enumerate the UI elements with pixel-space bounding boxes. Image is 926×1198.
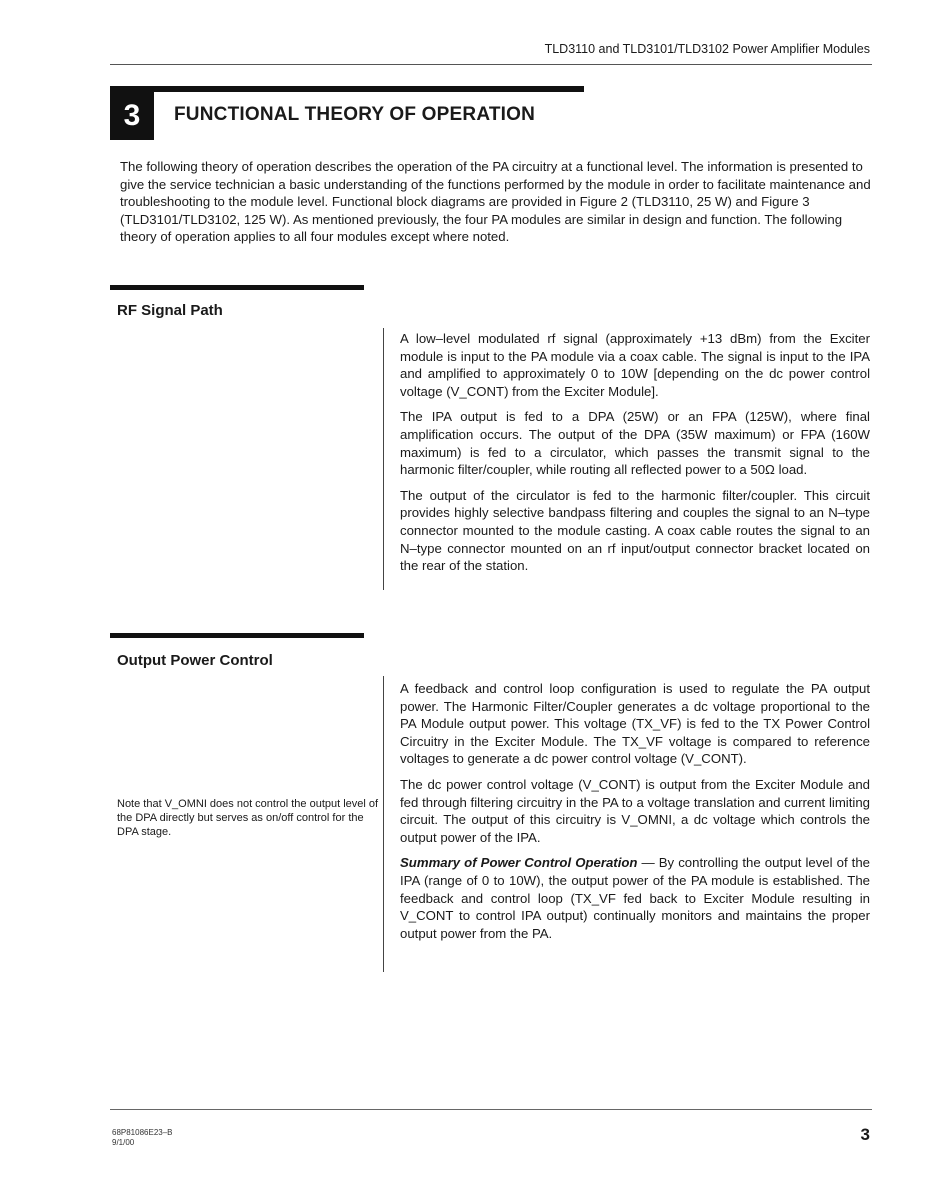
column-rule-rf	[383, 328, 384, 590]
section-bar-power	[110, 633, 364, 638]
intro-paragraph: The following theory of operation describes the operation of the PA circuitry at a functional level. The information is presented to give the service technician a basic understanding of the functions performed by the module in order to facilitate maintenance and troubleshooting to the module level. Functional block diagrams are provided in Figure 2 (TLD3110, 25 W) and Figure 3 (TLD3101/TLD3102, 125 W). As mentioned previously, the four PA modules are similar in design and function. The following theory of operation applies to all four modules except where noted.	[120, 159, 871, 245]
rf-paragraph-1: A low–level modulated rf signal (approximately +13 dBm) from the Exciter module is input to the PA module via a coax cable. The signal is input to the IPA and amplified to approximately 0 to 10W [depending on the dc power control voltage (V_CONT) from the Exciter Module].	[400, 331, 870, 399]
section-title-rf: RF Signal Path	[117, 302, 223, 319]
chapter-title: FUNCTIONAL THEORY OF OPERATION	[174, 104, 536, 125]
section-title-power: Output Power Control	[117, 652, 273, 669]
doc-number: 68P81086E23–B	[112, 1128, 173, 1137]
header-rule	[110, 64, 872, 65]
doc-date: 9/1/00	[112, 1138, 135, 1147]
summary-paragraph	[400, 854, 870, 942]
rf-section-body	[400, 330, 870, 583]
power-paragraph-1: A feedback and control loop configuration is used to regulate the PA output power. The Harmonic Filter/Coupler generates a dc voltage proportional to the PA Module output power. This voltage (TX_VF) is fed to the TX Power Control Circuitry in the Exciter Module. The TX_VF voltage is compared to reference voltages to generate a dc power control voltage (V_CONT).	[400, 681, 870, 767]
rf-paragraph-2: The IPA output is fed to a DPA (25W) or an FPA (125W), where final amplification occurs. The output of the DPA (35W maximum) or FPA (160W maximum) is fed to a circulator, which passes the transmit signal to the harmonic filter/coupler, while routing all reflected power to a 50Ω load.	[400, 409, 870, 478]
footer-rule	[110, 1109, 872, 1110]
section-bar-rf	[110, 285, 364, 290]
summary-text: — By controlling the output level of the IPA (range of 0 to 10W), the output power of the PA module is established. The feedback and control loop (TX_VF fed back to Exciter Module resulting in V_CONT to control IPA output) continually monitors and maintains the proper output power from the PA.	[400, 855, 870, 941]
power-paragraph-2: The dc power control voltage (V_CONT) is output from the Exciter Module and fed through filtering circuitry in the PA to a voltage translation and current limiting circuit. The output of this circuitry is V_OMNI, a dc voltage which controls the output power of the IPA.	[400, 776, 870, 845]
footer-doc-info	[112, 1128, 173, 1148]
chapter-number-box: 3	[110, 92, 154, 140]
column-rule-power	[383, 676, 384, 972]
power-section-body	[400, 680, 870, 950]
summary-lead-in: Summary of Power Control Operation	[400, 855, 638, 871]
side-note: Note that V_OMNI does not control the output level of the DPA directly but serves as on/off control for the DPA stage.	[117, 798, 379, 838]
running-header: TLD3110 and TLD3101/TLD3102 Power Amplifier Modules	[544, 42, 870, 56]
page-number: 3	[860, 1125, 870, 1144]
chapter-bar	[110, 86, 584, 92]
rf-paragraph-3: The output of the circulator is fed to the harmonic filter/coupler. This circuit provides highly selective bandpass filtering and couples the signal to an N–type connector mounted to the module casting. A coax cable routes the signal to an N–type connector mounted on an rf input/output connector bracket located on the rear of the station.	[400, 487, 870, 574]
